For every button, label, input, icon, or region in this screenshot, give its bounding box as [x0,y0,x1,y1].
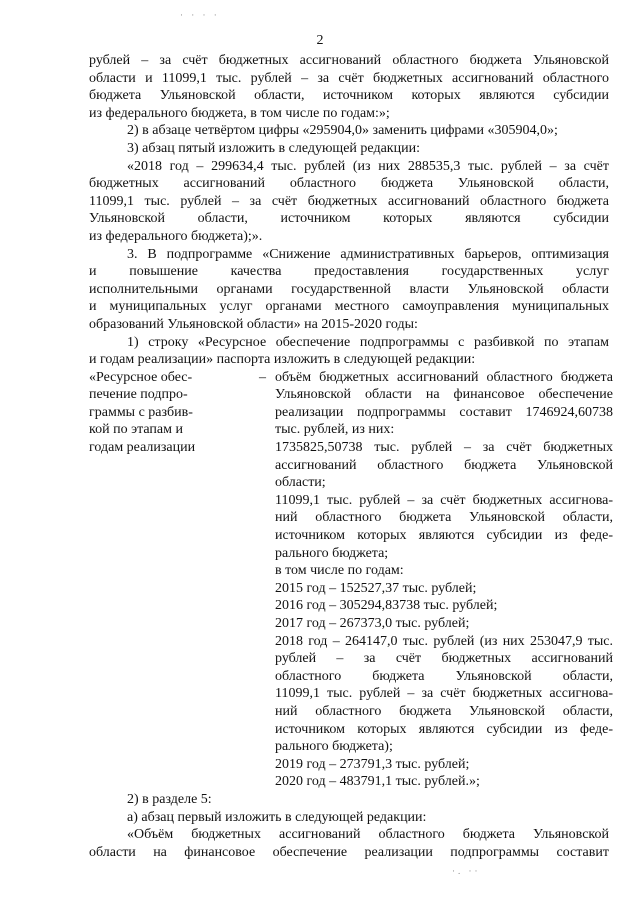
document-body [89,52,613,861]
text-line: 1) строку «Ресурсное обеспечение подпрограммы с разбивкой по этапам [127,334,609,350]
text-line: ний областного бюджета Ульяновской области, [275,703,613,719]
text-line: 2018 год – 264147,0 тыс. рублей (из них 253047,9 тыс. [275,633,613,649]
text-line: «Объём бюджетных ассигнований областного бюджета Ульяновской [127,827,609,843]
text-line: источником которых являются субсидии из феде- [275,721,613,737]
text-line: 3. В подпрограмме «Снижение административных барьеров, оптимизация [127,246,609,262]
text-line: области на финансовое обеспечение реализации подпрограммы составит [89,844,609,860]
text-line: а) абзац первый изложить в следующей редакции: [127,809,427,825]
passport-row-content [275,369,613,791]
text-line: и годам реализации» паспорта изложить в следующей редакции: [89,352,476,368]
text-line: 2020 год – 483791,1 тыс. рублей.»; [275,774,480,790]
passport-label-line: печение подпро- [89,387,188,403]
text-line: 2017 год – 267373,0 тыс. рублей; [275,616,470,631]
text-line: и муниципальных услуг органами местного самоуправления муниципальных [89,299,609,315]
text-line: ассигнований областного бюджета Ульяновской [275,457,613,473]
passport-label-line: годам реализации [89,440,196,456]
passport-row-label [89,369,259,791]
text-line: из федерального бюджета);». [89,228,263,244]
text-line: рублей – за счёт бюджетных ассигнований [275,651,613,667]
text-line: объём бюджетных ассигнований областного бюджета [275,369,613,385]
text-line: рального бюджета; [275,545,389,561]
text-line: бюджета Ульяновской области, источником которых являются субсидии [89,88,609,104]
passport-row-dash: – [259,369,266,385]
text-line: рублей – за счёт бюджетных ассигнований областного бюджета Ульяновской [89,53,609,68]
amendment-paragraphs [89,52,609,369]
text-line: ний областного бюджета Ульяновской области, [275,510,613,526]
page-number: 2 [316,33,324,48]
text-line: 1735825,50738 тыс. рублей – за счёт бюджетных [275,440,613,456]
passport-label-line: граммы с разбив- [89,404,193,420]
text-line: в том числе по годам: [275,563,404,579]
text-line: 2016 год – 305294,83738 тыс. рублей; [275,598,498,614]
text-line: 11099,1 тыс. рублей – за счёт бюджетных ассигнова- [275,492,613,508]
text-line: реализации подпрограммы составит 1746924,60738 [275,404,613,420]
scan-artifact-top: · · · · [180,10,220,20]
text-line: 2) в абзаце четвёртом цифры «295904,0» заменить цифрами «305904,0»; [127,123,558,139]
text-line: 11099,1 тыс. рублей – за счёт бюджетных ассигнований областного бюджета [89,193,609,209]
passport-label-line: кой по этапам и [89,422,183,438]
text-line: 2019 год – 273791,3 тыс. рублей; [275,756,470,772]
text-line: источником которых являются субсидии из феде- [275,528,613,544]
text-line: бюджетных ассигнований областного бюджета Ульяновской области, [89,176,609,192]
text-line: Ульяновской области на финансовое обеспечение [275,387,613,403]
text-line: исполнительными органами государственной власти Ульяновской области [89,281,609,297]
text-line: «2018 год – 299634,4 тыс. рублей (из них 288535,3 тыс. рублей – за счёт [127,158,609,174]
text-line: тыс. рублей, из них: [275,422,395,438]
text-line: области; [275,475,326,491]
passport-row-resource-provision [89,369,613,791]
text-line: Ульяновской области, источником которых являются субсидии [89,211,609,227]
text-line: рального бюджета); [275,739,393,755]
text-line: и повышение качества предоставления государственных услуг [89,264,609,280]
text-line: областного бюджета Ульяновской области, [275,668,613,684]
text-line: 3) абзац пятый изложить в следующей редакции: [127,140,420,156]
text-line: из федерального бюджета, в том числе по годам:»; [89,105,390,121]
passport-label-line: «Ресурсное обес- [89,369,193,385]
text-line: 11099,1 тыс. рублей – за счёт бюджетных ассигнова- [275,686,613,702]
text-line: области и 11099,1 тыс. рублей – за счёт бюджетных ассигнований областного [89,70,609,86]
text-line: 2) в разделе 5: [127,791,212,807]
text-line: 2015 год – 152527,37 тыс. рублей; [275,580,477,596]
section-5-paragraphs [89,791,609,861]
scan-artifact-bottom: ·. ·· [452,866,481,876]
text-line: образований Ульяновской области» на 2015-2020 годы: [89,316,418,332]
